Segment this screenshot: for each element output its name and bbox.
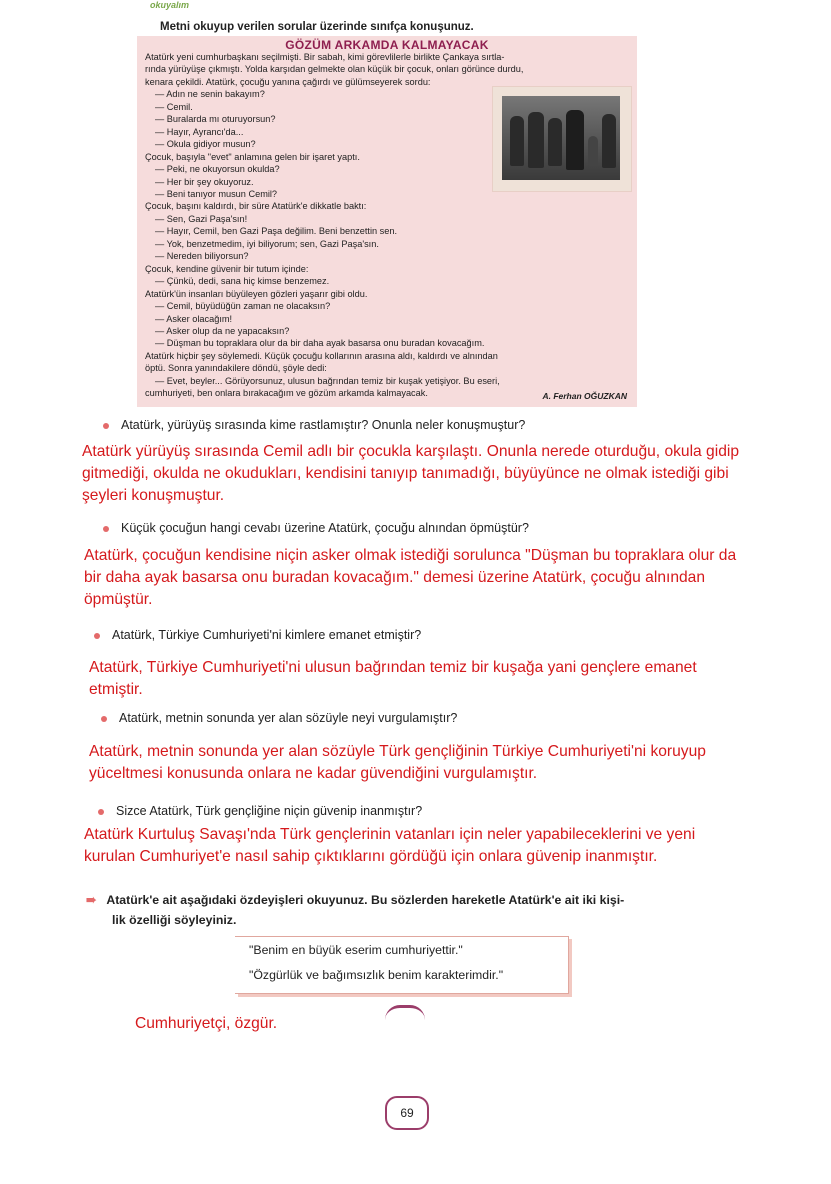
- decorative-arc: [385, 1005, 425, 1020]
- question-1: Atatürk, yürüyüş sırasında kime rastlamıştır? Onunla neler konuşmuştur?: [103, 418, 525, 432]
- bullet-icon: [98, 809, 104, 815]
- page-number: 69: [385, 1096, 429, 1130]
- answer-1: Atatürk yürüyüş sırasında Cemil adlı bir çocukla karşılaştı. Onunla nerede oturduğu, okula gidip gitmediği, okulda ne okudukları, kendisini tanıyıp tanımadığı, büyüyünce ne olmak istediği gibi şeyleri konuşmuştur.: [82, 443, 740, 504]
- story-line: Atatürk hiçbir şey söylemedi. Küçük çocuğu kollarının arasına aldı, kaldırdı ve alnından: [145, 350, 498, 361]
- story-line: cumhuriyeti, ben onlara bırakacağım ve gözüm arkamda kalmayacak.: [145, 388, 428, 399]
- story-line: — Hayır, Cemil, ben Gazi Paşa değilim. Beni benzettin sen.: [155, 226, 398, 237]
- story-line: — Peki, ne okuyorsun okulda?: [155, 164, 280, 175]
- story-line: — Adın ne senin bakayım?: [155, 89, 265, 100]
- task-instruction: ➠ Atatürk'e ait aşağıdaki özdeyişleri okuyunuz. Bu sözlerden hareketle Atatürk'e ait iki kişi- lik özelliği söyleyiniz.: [86, 893, 625, 927]
- answer-4: Atatürk, metnin sonunda yer alan sözüyle Türk gençliğinin Türkiye Cumhuriyeti'ni koruyup yüceltmesi konusunda onlara ne kadar güvendiğini vurgulamıştır.: [89, 743, 706, 782]
- bullet-icon: [94, 633, 100, 639]
- story-line: — Beni tanıyor musun Cemil?: [155, 188, 278, 199]
- answer-2: Atatürk, çocuğun kendisine niçin asker olmak istediği sorulunca "Düşman bu topraklara olur da bir daha ayak basarsa onu buradan kovacağım." demesi üzerine Atatürk, çocuğu alnından öpmüştür.: [84, 547, 737, 608]
- answer-3: Atatürk, Türkiye Cumhuriyeti'ni ulusun bağrından temiz bir kuşağa yani gençlere emanet etmiştir.: [89, 659, 697, 698]
- story-line: Çocuk, başıyla "evet" anlamına gelen bir işaret yaptı.: [145, 151, 360, 162]
- story-line: Atatürk'ün insanları büyüleyen gözleri yaşarır gibi oldu.: [145, 288, 368, 299]
- section-label: okuyalım: [150, 0, 190, 10]
- story-author: A. Ferhan OĞUZKAN: [542, 391, 627, 401]
- story-line: Atatürk yeni cumhurbaşkanı seçilmişti. Bir sabah, kimi görevlilerle birlikte Çankaya sırtla-: [145, 52, 505, 62]
- story-photo: [492, 86, 632, 192]
- question-4: Atatürk, metnin sonunda yer alan sözüyle neyi vurgulamıştır?: [101, 711, 457, 725]
- quote-1: "Benim en büyük eserim cumhuriyettir.": [249, 943, 463, 957]
- quote-box: [235, 936, 569, 994]
- story-line: — Cemil, büyüdüğün zaman ne olacaksın?: [155, 301, 331, 312]
- story-line: — Düşman bu topraklara olur da bir daha ayak basarsa onu buradan kovacağım.: [155, 338, 485, 349]
- story-title: GÖZÜM ARKAMDA KALMAYACAK: [285, 38, 489, 52]
- story-line: — Sen, Gazi Paşa'sın!: [155, 213, 248, 224]
- task-answer: Cumhuriyetçi, özgür.: [135, 1015, 278, 1032]
- story-box: [137, 36, 637, 407]
- story-line: — Çünkü, dedi, sana hiç kimse benzemez.: [155, 276, 330, 287]
- story-line: Çocuk, kendine güvenir bir tutum içinde:: [145, 263, 309, 274]
- bullet-icon: [101, 716, 107, 722]
- question-2: Küçük çocuğun hangi cevabı üzerine Atatürk, çocuğu alnından öpmüştür?: [103, 521, 529, 535]
- story-line: — Asker olup da ne yapacaksın?: [155, 325, 290, 336]
- arrow-icon: ➠: [86, 893, 97, 907]
- story-line: — Yok, benzetmedim, iyi biliyorum; sen, Gazi Paşa'sın.: [155, 238, 379, 249]
- story-line: — Evet, beyler... Görüyorsunuz, ulusun bağrından temiz bir kuşak yetişiyor. Bu eseri,: [155, 375, 500, 386]
- story-line: — Nereden biliyorsun?: [155, 251, 249, 262]
- question-5: Sizce Atatürk, Türk gençliğine niçin güvenip inanmıştır?: [98, 804, 422, 818]
- bullet-icon: [103, 423, 109, 429]
- question-3: Atatürk, Türkiye Cumhuriyeti'ni kimlere emanet etmiştir?: [94, 628, 421, 642]
- instruction: Metni okuyup verilen sorular üzerinde sınıfça konuşunuz.: [160, 21, 474, 33]
- story-line: — Hayır, Ayrancı'da...: [155, 126, 244, 137]
- bullet-icon: [103, 526, 109, 532]
- answer-5: Atatürk Kurtuluş Savaşı'nda Türk gençlerinin vatanları için neler yapabileceklerini ve yeni kurulan Cumhuriyet'e nasıl sahip çıktıklarını gördüğü için onlara güvenip inanmıştır.: [84, 826, 696, 865]
- story-line: — Her bir şey okuyoruz.: [155, 176, 254, 187]
- story-line: — Asker olacağım!: [155, 313, 233, 324]
- quote-2: "Özgürlük ve bağımsızlık benim karakterimdir.": [249, 968, 504, 982]
- story-line: rında yürüyüşe çıkmıştı. Yolda karşıdan gelmekte olan küçük bir çocuk, onları görünce durdu,: [145, 64, 524, 75]
- story-line: kenara çekildi. Atatürk, çocuğu yanına çağırdı ve gülümseyerek sordu:: [145, 76, 431, 87]
- story-line: — Okula gidiyor musun?: [155, 139, 256, 150]
- story-line: — Cemil.: [155, 101, 193, 112]
- story-line: Çocuk, başını kaldırdı, bir süre Atatürk'e dikkatle baktı:: [145, 201, 367, 212]
- story-line: öptü. Sonra yanındakilere döndü, şöyle dedi:: [145, 363, 327, 374]
- story-line: — Buralarda mı oturuyorsun?: [155, 114, 276, 125]
